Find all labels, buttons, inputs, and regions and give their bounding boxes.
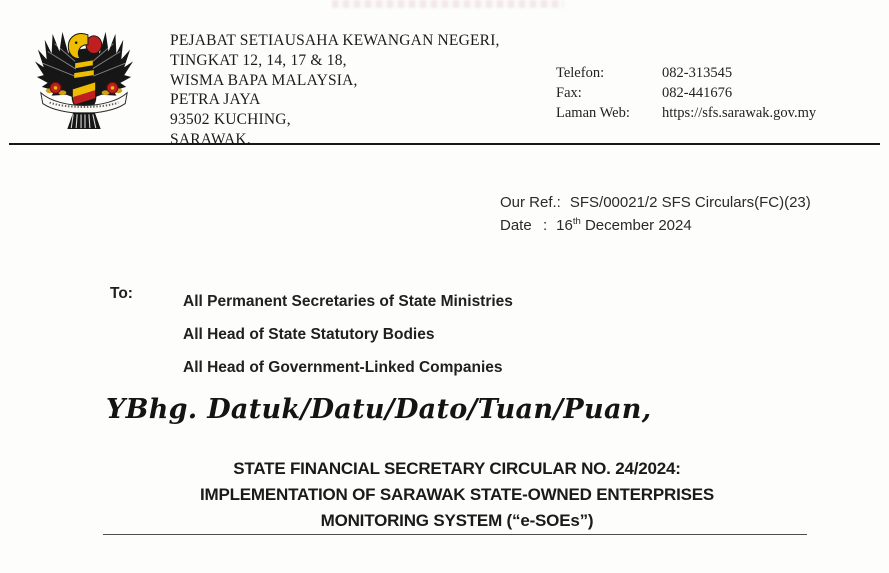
office-address-line: WISMA BAPA MALAYSIA,: [170, 71, 358, 89]
subject-line: MONITORING SYSTEM (“e-SOEs”): [320, 511, 594, 530]
office-address-line: SARAWAK.: [170, 130, 251, 148]
subject-heading: [105, 456, 809, 534]
recipient-line: All Head of Government-Linked Companies: [183, 359, 503, 376]
date-label: Date: [500, 216, 532, 234]
telefon-label: Telefon:: [556, 65, 605, 81]
scan-bleed-artifact: [332, 0, 564, 8]
office-address-line: 93502 KUCHING,: [170, 111, 291, 129]
to-label: To:: [110, 285, 133, 302]
reference-block: [500, 192, 811, 237]
recipients-list: [183, 285, 513, 384]
recipient-line: All Head of State Statutory Bodies: [183, 326, 435, 343]
subject-underline: [103, 534, 807, 535]
subject-line: IMPLEMENTATION OF SARAWAK STATE-OWNED ENTERPRISES: [199, 485, 715, 504]
office-address-line: PEJABAT SETIAUSAHA KEWANGAN NEGERI,: [170, 32, 500, 49]
contact-info-block: [556, 63, 816, 123]
sarawak-state-crest-icon: [28, 26, 140, 132]
salutation: YBhg. Datuk/Datu/Dato/Tuan/Puan,: [106, 394, 652, 425]
our-ref-label: Our Ref.:: [500, 194, 561, 211]
office-address-line: TINGKAT 12, 14, 17 & 18,: [170, 51, 347, 69]
telefon-value: 082-313545: [662, 65, 733, 81]
office-address-line: PETRA JAYA: [170, 91, 261, 109]
fax-label: Fax:: [556, 85, 582, 101]
contact-row-fax: [556, 83, 816, 103]
office-address-block: [170, 31, 500, 150]
date-value: 16th December 2024: [556, 215, 692, 234]
subject-line: STATE FINANCIAL SECRETARY CIRCULAR NO. 24/2024:: [233, 459, 681, 478]
our-ref-value: SFS/00021/2 SFS Circulars(FC)(23): [569, 194, 811, 211]
website-label: Laman Web:: [556, 105, 630, 121]
date-ordinal: th: [572, 215, 581, 227]
recipient-line: All Permanent Secretaries of State Ministries: [183, 293, 513, 310]
letterhead-divider: [9, 143, 880, 145]
date-row: [500, 215, 811, 238]
our-ref-row: [500, 192, 811, 215]
fax-value: 082-441676: [662, 85, 733, 101]
contact-row-telefon: [556, 63, 816, 83]
website-url: https://sfs.sarawak.gov.my: [662, 105, 817, 121]
contact-row-website: [556, 103, 816, 123]
date-colon: :: [543, 216, 548, 234]
